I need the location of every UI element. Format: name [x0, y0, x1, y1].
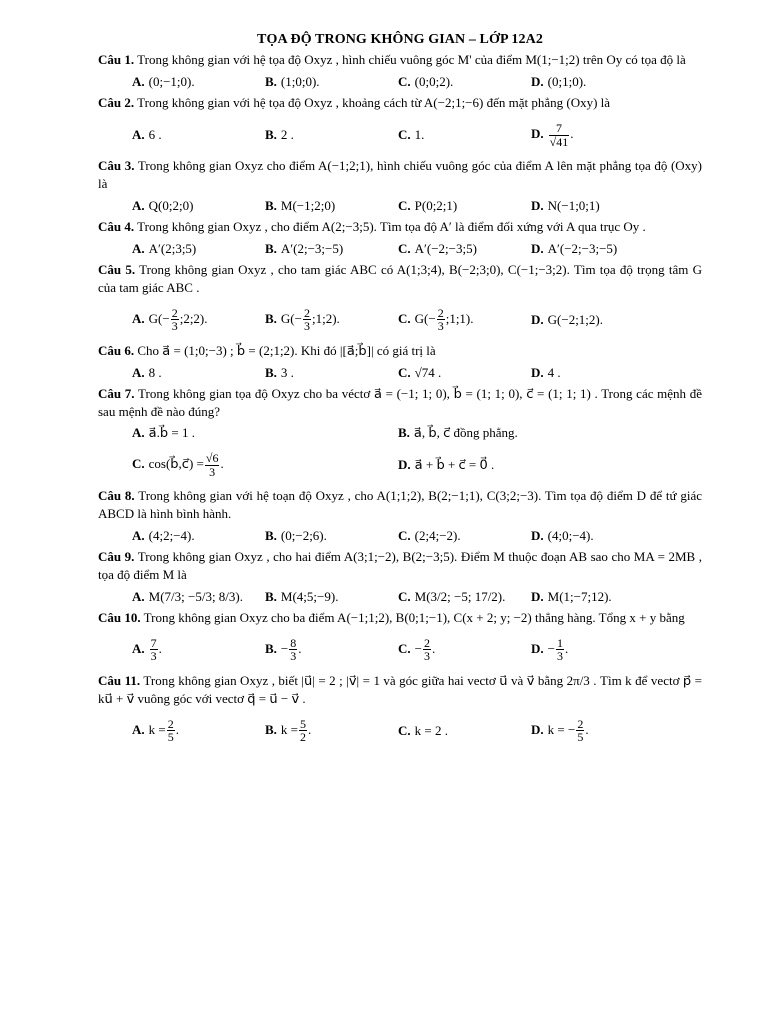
option-suffix: . — [431, 640, 436, 656]
answer-option-c — [398, 240, 531, 258]
option-label: C. — [132, 456, 145, 472]
option-label: B. — [265, 310, 277, 326]
question-label: Câu 10. — [98, 610, 141, 625]
question-label: Câu 5. — [98, 261, 136, 277]
option-text: a⃗.b⃗ = 1 . — [148, 425, 195, 441]
answer-option-b — [265, 527, 398, 545]
option-text: 1. — [414, 127, 425, 143]
question-text-block — [98, 51, 702, 69]
option-label: D. — [531, 528, 544, 544]
answer-option-b — [265, 73, 398, 91]
option-label: A. — [132, 74, 145, 90]
question-6 — [98, 342, 702, 382]
option-label: D. — [531, 74, 544, 90]
fraction — [549, 122, 570, 148]
option-label: B. — [265, 589, 277, 605]
option-prefix: G(− — [280, 310, 302, 326]
option-text: M(−1;2;0) — [280, 198, 336, 213]
answer-option-d — [531, 122, 664, 148]
answer-option-b — [265, 240, 398, 258]
document-title: TỌA ĐỘ TRONG KHÔNG GIAN – LỚP 12A2 — [257, 32, 543, 47]
option-text: P(0;2;1) — [414, 198, 458, 213]
question-text: Trong không gian Oxyz cho ba điểm A(−1;1;2), B(0;1;−1), C(x + 2; y; −2) thẳng hàng. Tổng x + y bằng — [143, 610, 685, 625]
question-1 — [98, 51, 702, 91]
question-list — [98, 51, 702, 750]
fraction — [299, 718, 307, 744]
fraction-numerator: 2 — [171, 305, 178, 320]
answer-option-d — [531, 197, 664, 215]
answer-option-d — [531, 637, 664, 663]
option-label: B. — [265, 528, 277, 544]
answer-option-d — [531, 311, 664, 329]
question-label: Câu 7. — [98, 385, 135, 401]
option-text: Q(0;2;0) — [148, 198, 194, 213]
option-prefix: k = — [148, 721, 166, 737]
question-text: Trong không gian Oxyz , cho điểm A(2;−3;5). Tìm tọa độ A′ là điểm đối xứng với A qua trục Oy . — [137, 218, 646, 234]
answer-option-c — [398, 197, 531, 215]
question-text-block — [98, 548, 702, 584]
fraction-denominator: 3 — [171, 319, 178, 334]
answer-options — [132, 197, 702, 215]
fraction-numerator: 2 — [423, 635, 430, 650]
fraction-numerator: 2 — [437, 305, 444, 320]
option-label: B. — [265, 640, 277, 656]
question-text-block — [98, 157, 702, 193]
option-text: (0;−2;6). — [280, 528, 327, 544]
question-label: Câu 1. — [98, 52, 135, 68]
option-suffix: . — [585, 721, 589, 737]
question-label: Câu 9. — [98, 549, 135, 565]
question-text: Cho a⃗ = (1;0;−3) ; b⃗ = (2;1;2). Khi đó |[a⃗;b⃗]| có giá trị là — [137, 342, 436, 358]
option-label: C. — [398, 528, 411, 544]
question-10 — [98, 609, 702, 669]
option-suffix: . — [308, 721, 312, 737]
option-text: a⃗, b⃗, c⃗ đồng phẳng. — [413, 425, 518, 441]
option-label: B. — [265, 721, 277, 737]
answer-option-a — [132, 126, 265, 144]
question-text-block — [98, 261, 702, 297]
question-text: Trong không gian Oxyz cho điểm A(−1;2;1), hình chiếu vuông góc của điểm A lên mặt phẳng tọa độ (Oxy) là — [98, 158, 702, 192]
option-text: G(−2;1;2). — [547, 311, 603, 327]
option-text: (1;0;0). — [280, 74, 320, 90]
answer-option-d — [531, 718, 664, 744]
question-text-block — [98, 385, 702, 421]
option-suffix: ;2;2). — [179, 310, 208, 326]
option-text: a⃗ + b⃗ + c⃗ = 0⃗ . — [414, 457, 495, 473]
option-label: A. — [132, 721, 145, 737]
answer-option-d — [531, 527, 664, 545]
option-label: A. — [132, 310, 145, 326]
answer-option-b — [265, 718, 398, 744]
answer-option-c — [398, 527, 531, 545]
answer-option-b — [265, 307, 398, 333]
answer-options — [132, 446, 702, 484]
fraction-denominator: 3 — [209, 464, 216, 479]
option-label: D. — [531, 364, 544, 380]
answer-option-b — [265, 588, 398, 606]
fraction — [303, 307, 311, 333]
fraction-denominator: 3 — [437, 319, 444, 334]
option-prefix: cos(b⃗,c⃗) = — [148, 456, 204, 472]
option-text: (4;0;−4). — [547, 528, 594, 544]
answer-option-b — [265, 126, 398, 144]
option-text: M(7/3; −5/3; 8/3). — [148, 589, 243, 605]
answer-option-c — [398, 588, 531, 606]
answer-option-c — [398, 126, 531, 144]
option-label: C. — [398, 310, 411, 326]
option-label: B. — [265, 364, 277, 380]
answer-option-c — [398, 73, 531, 91]
question-text-block — [98, 609, 702, 627]
option-text: A′(2;3;5) — [148, 240, 197, 256]
option-label: D. — [531, 589, 544, 605]
fraction-numerator: √6 — [205, 451, 219, 466]
option-label: D. — [531, 240, 544, 256]
option-text: (2;4;−2). — [414, 528, 461, 544]
option-label: C. — [398, 722, 411, 738]
option-label: C. — [398, 640, 411, 656]
answer-option-d — [398, 456, 664, 474]
option-label: B. — [265, 74, 277, 90]
answer-option-a — [132, 718, 265, 744]
option-prefix: − — [280, 640, 289, 656]
option-suffix: ;1;2). — [311, 310, 340, 326]
exam-page — [98, 30, 702, 753]
question-text: Trong không gian với hệ tọa độ Oxyz , hình chiếu vuông góc M' của điểm M(1;−1;2) trên Oy có tọa độ là — [137, 52, 686, 68]
option-label: C. — [398, 74, 411, 90]
answer-option-a — [132, 424, 398, 442]
option-label: B. — [265, 198, 277, 213]
option-label: D. — [398, 457, 411, 473]
answer-options — [132, 364, 702, 382]
option-label: D. — [531, 198, 544, 213]
option-text: 6 . — [148, 127, 162, 143]
option-label: C. — [398, 364, 411, 380]
option-label: A. — [132, 425, 145, 441]
answer-options — [132, 424, 702, 442]
fraction-numerator: 8 — [290, 635, 297, 650]
fraction-denominator: 3 — [423, 649, 430, 664]
fraction-numerator: 2 — [577, 716, 584, 731]
question-text-block — [98, 342, 702, 360]
question-11 — [98, 672, 702, 750]
option-text: k = 2 . — [414, 722, 448, 738]
option-text: A′(2;−3;−5) — [280, 240, 344, 256]
answer-option-b — [265, 637, 398, 663]
question-3 — [98, 157, 702, 215]
option-label: D. — [531, 126, 544, 142]
answer-options — [132, 73, 702, 91]
question-text-block — [98, 487, 702, 523]
option-label: B. — [265, 240, 277, 256]
fraction-denominator: 3 — [290, 649, 297, 664]
option-prefix: − — [414, 640, 422, 656]
answer-option-b — [398, 424, 664, 442]
question-9 — [98, 548, 702, 606]
fraction-denominator: 3 — [556, 649, 563, 664]
question-text-block — [98, 672, 702, 708]
answer-options — [132, 301, 702, 339]
fraction-denominator: √41 — [549, 134, 569, 149]
answer-option-c — [398, 364, 531, 382]
fraction — [167, 718, 175, 744]
option-label: A. — [132, 198, 145, 213]
option-suffix: . — [158, 640, 162, 656]
answer-option-d — [531, 240, 664, 258]
question-label: Câu 8. — [98, 488, 135, 504]
question-label: Câu 3. — [98, 158, 135, 174]
question-label: Câu 11. — [98, 672, 141, 688]
answer-option-d — [531, 364, 664, 382]
option-suffix: . — [570, 126, 574, 142]
fraction-denominator: 3 — [150, 649, 157, 664]
option-text: 4 . — [547, 364, 561, 380]
option-prefix: k = — [280, 721, 299, 737]
answer-option-d — [531, 73, 664, 91]
option-text: M(1;−7;12). — [547, 589, 612, 605]
fraction — [556, 637, 564, 663]
question-label: Câu 4. — [98, 218, 135, 234]
option-prefix: k = − — [547, 721, 576, 737]
option-suffix: . — [175, 721, 179, 737]
fraction — [576, 718, 584, 744]
option-suffix: ;1;1). — [445, 310, 474, 326]
option-text: (0;−1;0). — [148, 74, 195, 90]
option-suffix: . — [220, 456, 224, 472]
question-text: Trong không gian Oxyz , biết |u⃗| = 2 ; |v⃗| = 1 và góc giữa hai vectơ u⃗ và v⃗ bằng 2π/3 . Tìm k để vectơ p⃗ = ku⃗ + v⃗ vuông góc với vectơ q⃗ = u⃗ − v⃗ . — [98, 672, 703, 706]
option-label: D. — [531, 721, 544, 737]
fraction — [205, 452, 220, 478]
question-label: Câu 2. — [98, 95, 135, 111]
fraction — [289, 637, 297, 663]
fraction-numerator: 7 — [150, 635, 157, 650]
question-text-block — [98, 94, 702, 112]
answer-option-a — [132, 588, 265, 606]
option-text: (0;0;2). — [414, 74, 454, 90]
fraction — [437, 307, 445, 333]
question-text-block — [98, 218, 702, 236]
option-suffix: . — [298, 640, 302, 656]
answer-options — [132, 240, 702, 258]
question-text: Trong không gian Oxyz , cho hai điểm A(3;1;−2), B(2;−3;5). Điểm M thuộc đoạn AB sao cho MA = 2MB , tọa độ điểm M là — [98, 549, 703, 583]
answer-option-d — [531, 588, 664, 606]
option-label: D. — [531, 311, 544, 327]
option-label: D. — [531, 640, 544, 656]
answer-option-b — [265, 364, 398, 382]
fraction-denominator: 3 — [303, 319, 310, 334]
option-label: A. — [132, 528, 145, 544]
question-text: Trong không gian tọa độ Oxyz cho ba véctơ a⃗ = (−1; 1; 0), b⃗ = (1; 1; 0), c⃗ = (1; 1; 1) . Trong các mệnh đề sau mệnh đề nào đúng? — [98, 385, 703, 419]
question-2 — [98, 94, 702, 154]
answer-option-a — [132, 240, 265, 258]
option-text: (4;2;−4). — [148, 528, 195, 544]
question-7 — [98, 385, 702, 485]
answer-option-a — [132, 197, 265, 215]
answer-options — [132, 631, 702, 669]
option-prefix: G(− — [414, 310, 436, 326]
option-text: N(−1;0;1) — [547, 198, 600, 213]
fraction-numerator: 2 — [167, 716, 174, 731]
answer-option-b — [265, 197, 398, 215]
answer-option-a — [132, 307, 265, 333]
fraction-denominator: 5 — [577, 730, 584, 745]
option-text: A′(−2;−3;5) — [414, 240, 477, 256]
option-text: M(3/2; −5; 17/2). — [414, 589, 506, 605]
option-text: M(4;5;−9). — [280, 589, 339, 605]
option-prefix: − — [547, 640, 555, 656]
option-label: A. — [132, 640, 145, 656]
option-text: (0;1;0). — [547, 74, 587, 90]
option-label: C. — [398, 127, 411, 143]
option-label: A. — [132, 589, 145, 605]
question-label: Câu 6. — [98, 342, 135, 358]
fraction-numerator: 5 — [300, 716, 307, 731]
option-label: C. — [398, 589, 411, 605]
fraction-denominator: 5 — [167, 730, 174, 745]
option-suffix: . — [564, 640, 569, 656]
fraction — [171, 307, 179, 333]
fraction-denominator: 2 — [300, 730, 307, 745]
option-text: √74 . — [414, 364, 442, 380]
option-text: 8 . — [148, 364, 162, 380]
answer-options — [132, 527, 702, 545]
answer-option-a — [132, 527, 265, 545]
answer-options — [132, 712, 702, 750]
option-label: B. — [265, 127, 277, 143]
fraction — [423, 637, 431, 663]
question-text: Trong không gian với hệ toạn độ Oxyz , cho A(1;1;2), B(2;−1;1), C(3;2;−3). Tìm tọa độ điểm D để tứ giác ABCD là hình bình hành. — [98, 488, 702, 522]
option-label: A. — [132, 364, 145, 380]
answer-option-c — [132, 452, 398, 478]
answer-option-c — [398, 307, 531, 333]
answer-options — [132, 588, 702, 606]
answer-option-a — [132, 73, 265, 91]
answer-options — [132, 116, 702, 154]
option-text: A′(−2;−3;−5) — [547, 240, 618, 256]
option-label: C. — [398, 198, 411, 213]
fraction-numerator: 7 — [549, 122, 570, 136]
question-5 — [98, 261, 702, 339]
answer-option-a — [132, 364, 265, 382]
question-text: Trong không gian với hệ tọa độ Oxyz , khoảng cách từ A(−2;1;−6) đến mặt phẳng (Oxy) là — [137, 95, 611, 111]
fraction-numerator: 1 — [556, 635, 563, 650]
question-4 — [98, 218, 702, 258]
option-prefix: G(− — [148, 310, 170, 326]
fraction — [150, 637, 158, 663]
option-label: C. — [398, 240, 411, 256]
question-8 — [98, 487, 702, 545]
question-text: Trong không gian Oxyz , cho tam giác ABC có A(1;3;4), B(−2;3;0), C(−1;−3;2). Tìm tọa độ trọng tâm G của tam giác ABC . — [98, 261, 703, 295]
answer-option-c — [398, 637, 531, 663]
answer-option-a — [132, 637, 265, 663]
fraction-numerator: 2 — [303, 305, 310, 320]
option-text: 2 . — [280, 127, 294, 143]
option-label: A. — [132, 127, 145, 143]
answer-option-c — [398, 722, 531, 740]
option-text: 3 . — [280, 364, 294, 380]
option-label: A. — [132, 240, 145, 256]
option-label: B. — [398, 425, 410, 441]
